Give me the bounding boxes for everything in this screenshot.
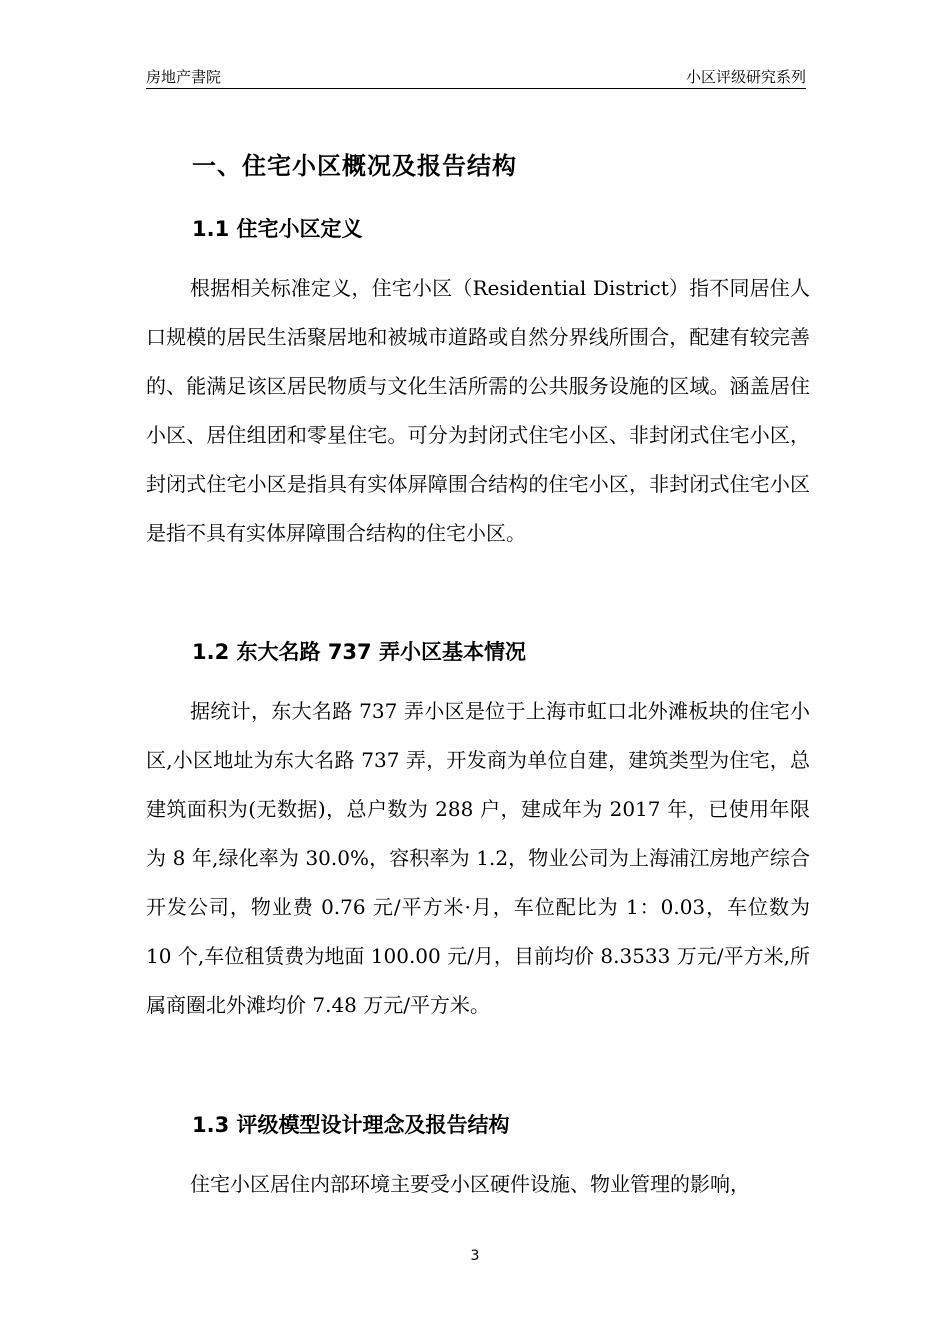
section-1-2-paragraph: 据统计，东大名路 737 弄小区是位于上海市虹口北外滩板块的住宅小区,小区地址为东大名路 737 弄，开发商为单位自建，建筑类型为住宅，总建筑面积为(无数据)，总户数为 288 户，建成年为 2017 年，已使用年限为 8 年,绿化率为 30.0%，容积率为 1.2，物业公司为上海浦江房地产综合开发公司，物业费 0.76 元/平方米·月，车位配比为 1：0.03，车位数为 10 个,车位租赁费为地面 100.00 元/月，目前均价 8.3533 万元/平方米,所属商圈北外滩均价 7.48 万元/平方米。 [146,699,810,1017]
section-1-2-title: 1.2 东大名路 737 弄小区基本情况 [192,640,526,664]
section-1-3-paragraph: 住宅小区居住内部环境主要受小区硬件设施、物业管理的影响， [190,1172,750,1196]
section-1-3-title: 1.3 评级模型设计理念及报告结构 [192,1113,510,1137]
page-header [146,64,806,88]
header-divider [146,88,806,89]
chapter-title: 一、住宅小区概况及报告结构 [192,152,517,180]
header-publisher: 房地产書院 [146,68,222,86]
page-number: 3 [470,1248,480,1264]
section-1-1-title: 1.1 住宅小区定义 [192,217,363,241]
header-series-title: 小区评级研究系列 [685,68,806,86]
section-1-1-paragraph: 根据相关标准定义，住宅小区（Residential District）指不同居住人口规模的居民生活聚居地和被城市道路或自然分界线所围合，配建有较完善的、能满足该区居民物质与文化生活所需的公共服务设施的区域。涵盖居住小区、居住组团和零星住宅。可分为封闭式住宅小区、非封闭式住宅小区，封闭式住宅小区是指具有实体屏障围合结构的住宅小区，非封闭式住宅小区是指不具有实体屏障围合结构的住宅小区。 [146,276,810,545]
